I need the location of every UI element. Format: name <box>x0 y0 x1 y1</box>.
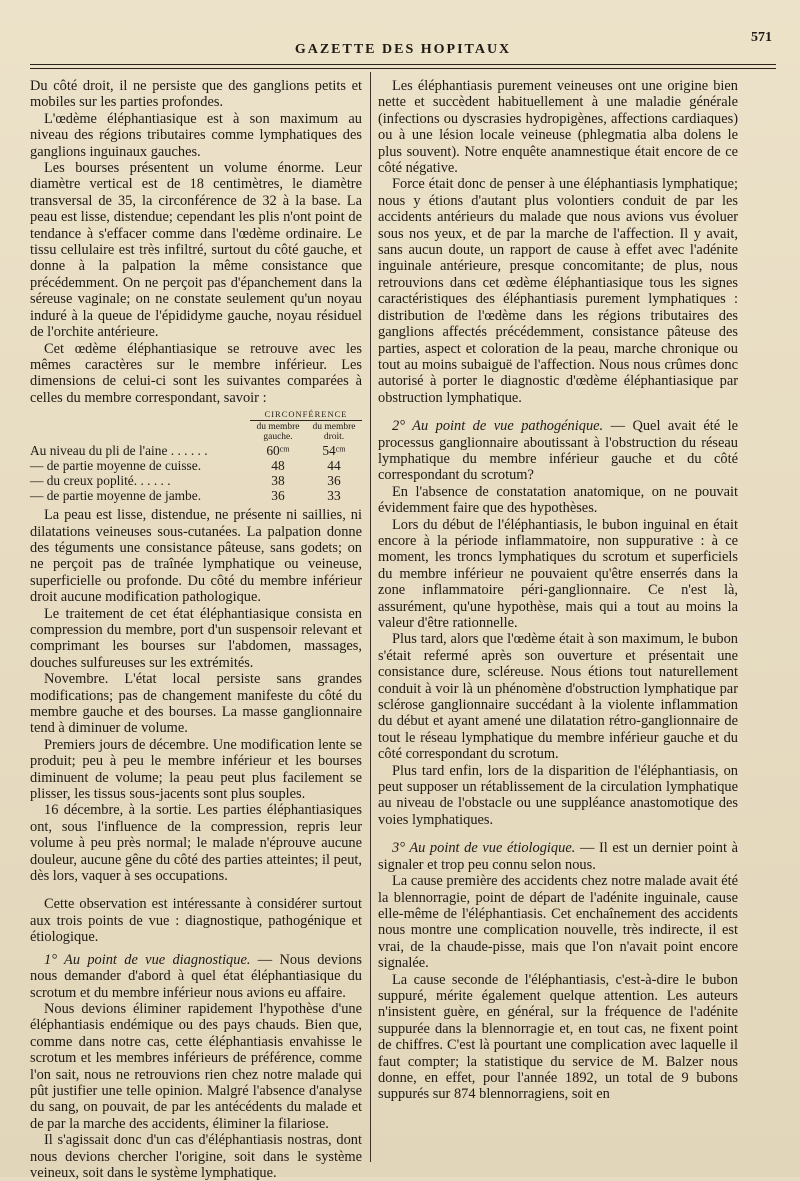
header-rule <box>30 64 776 65</box>
table-cell: 38 <box>271 473 285 489</box>
right-column <box>378 78 738 1103</box>
table-row <box>30 458 362 473</box>
paragraph: Le traitement de cet état éléphantiasique consista en compression du membre, port d'un suspensoir relevant et comprimant les bourses sur l'abdomen, massages, douches sulfureuses sur les extrémités. <box>30 605 362 671</box>
paragraph: Les bourses présentent un volume énorme. Leur diamètre vertical est de 18 centimètres, le diamètre transversal de 35, la circonférence de 32 à la base. La peau est lisse, distendue; cependant les plis n'ont point de tendance à s'effacer comme dans l'œdème ordinaire. Le tissu cellulaire est très infiltré, surtout du côté gauche, et donne à la palpation la même consistance que précédemment. On ne perçoit pas d'épanchement dans la séreuse vaginale; on ne constate seulement qu'un noyau induré à la queue de l'épididyme gauche, noyau résiduel de l'orchite antérieure. <box>30 160 362 341</box>
column-divider <box>370 72 371 1162</box>
paragraph: La peau est lisse, distendue, ne présente ni saillies, ni dilatations veineuses sous-cutanées. La palpation donne des téguments une consistance pâteuse, sans godets; on ne perçoit pas de traînée lymphatique ou veineuse, superficielle ou profonde. Du côté du membre inférieur droit aucune modification pathologique. <box>30 507 362 606</box>
section-paragraph <box>30 952 362 1001</box>
table-row <box>30 473 362 488</box>
section-paragraph <box>378 418 738 484</box>
page-number: 571 <box>751 30 772 45</box>
section-text: — Quel avait été le processus ganglionnaire aboutissant à l'obstruction du réseau lymphatique du membre inférieur gauche et du côté correspondant du scrotum? <box>378 418 738 484</box>
left-column <box>30 78 362 1181</box>
table-column-header: du membre gauche. <box>256 422 300 443</box>
table-cell: 44 <box>327 458 341 474</box>
paragraph: Novembre. L'état local persiste sans grandes modifications; pas de changement manifeste du côté du membre gauche et des bourses. La masse ganglionnaire tend à diminuer de volume. <box>30 671 362 737</box>
table-cell-label: — de partie moyenne de cuisse. <box>30 458 202 474</box>
paragraph: Il s'agissait donc d'un cas d'éléphantiasis nostras, dont nous devions chercher l'origine, soit dans le système veineux, soit dans le système lymphatique. <box>30 1132 362 1181</box>
page-header <box>30 30 776 64</box>
spacer <box>378 828 738 840</box>
section-heading: 1° Au point de vue diagnostique. <box>44 951 251 968</box>
table-cell: 36 <box>327 473 341 489</box>
table-cell: 48 <box>271 458 285 474</box>
table-row <box>30 488 362 503</box>
journal-title: GAZETTE DES HOPITAUX <box>294 42 512 57</box>
section-heading: 2° Au point de vue pathogénique. <box>392 418 604 435</box>
paragraph: 16 décembre, à la sortie. Les parties éléphantiasiques ont, sous l'influence de la compression, repris leur volume à peu près normal; le malade n'éprouve aucune douleur, aucune gêne du côté des parties atteintes; il peut, dès lors, vaquer à ses occupations. <box>30 802 362 885</box>
header-rule-thin <box>30 68 776 69</box>
section-paragraph <box>378 840 738 873</box>
table-heading: CIRCONFÉRENCE <box>250 408 362 421</box>
section-text: — Nous devions nous demander d'abord à quel état éléphantiasique du scrotum et du membre inférieur nous avions eu affaire. <box>30 951 362 1001</box>
paragraph: Du côté droit, il ne persiste que des ganglions petits et mobiles sur les parties profondes. <box>30 78 362 111</box>
table-cell: 54ᶜᵐ <box>322 443 346 459</box>
spacer <box>378 406 738 418</box>
paragraph: Cet œdème éléphantiasique se retrouve avec les mêmes caractères sur le membre inférieur. Les dimensions de celui-ci sont les suivantes comparées à celles du membre correspondant, savoir : <box>30 340 362 406</box>
section-heading: 3° Au point de vue étiologique. <box>392 840 576 857</box>
paragraph: La cause seconde de l'éléphantiasis, c'est-à-dire le bubon suppuré, mérite également quelque attention. Les auteurs n'insistent guère, en général, sur la fréquence de l'adénite suppurée dans la blennorragie et, en tout cas, ne fixent point de chiffres. C'est là pourtant une complication avec laquelle il faut compter; la statistique du service de M. Balzer nous donne, en effet, pour l'année 1892, un total de 9 bubons suppurés sur 874 blennorragiens, soit en <box>378 971 738 1103</box>
circumference-table <box>30 408 362 503</box>
paragraph: Plus tard enfin, lors de la disparition de l'éléphantiasis, on peut supposer un rétablissement de la circulation lymphatique au niveau de l'obstacle ou une suppléance anastomotique des voies lymphatiques. <box>378 762 738 828</box>
table-cell-label: — de partie moyenne de jambe. <box>30 488 202 504</box>
paragraph: Premiers jours de décembre. Une modification lente se produit; peu à peu le membre inférieur et les bourses diminuent de volume; la peau peut plus facilement se plisser, les tissus sous-jacents sont plus souples. <box>30 736 362 803</box>
paragraph: Lors du début de l'éléphantiasis, le bubon inguinal en était encore à la période inflammatoire, non suppurative : à ce moment, les troncs lymphatiques du scrotum et superficiels du membre inférieur ne pouvaient qu'être enserrés dans la zone inflammatoire péri-ganglionnaire. Ce n'est là, assurément, qu'une hypothèse, mais qui a tout au moins la valeur d'être rationnelle. <box>378 516 738 631</box>
table-column-header: du membre droit. <box>312 422 356 443</box>
table-cell: 33 <box>327 488 341 504</box>
table-cell: 36 <box>271 488 285 504</box>
paragraph: La cause première des accidents chez notre malade avait été la blennorragie, point de départ de l'adénite inguinale, cause elle-même de l'éléphantiasis. Cet enchaînement des accidents nous montre une complication nouvelle, très indirecte, il est vrai, de la chaude-pisse, mais que l'on n'avait point encore signalée. <box>378 873 738 972</box>
table-cell-label: — du creux poplité. . . . . . <box>30 473 171 489</box>
paragraph: Nous devions éliminer rapidement l'hypothèse d'une éléphantiasis endémique ou des pays chauds. Bien que, comme dans notre cas, cette éléphantiasis envahisse le scrotum et les membres inférieurs de préférence, comme l'on sait, nous ne retrouvions rien chez notre malade qui pût justifier une telle opinion. Malgré l'absence d'analyse du sang, on pouvait, de par les antécédents du malade et de par la marche des accidents, éliminer la filariose. <box>30 1000 362 1132</box>
spacer <box>30 884 362 896</box>
paragraph: L'œdème éléphantiasique est à son maximum au niveau des régions tributaires comme lymphatiques des ganglions inguinaux gauches. <box>30 110 362 160</box>
paragraph: En l'absence de constatation anatomique, on ne pouvait évidemment faire que des hypothèses. <box>378 483 738 517</box>
paragraph: Les éléphantiasis purement veineuses ont une origine bien nette et succèdent habituellement à une maladie générale (infections ou dyscrasies hydropigènes, affections cardiaques) ou à une lésion locale veineuse (phlegmatia alba dolens le plus souvent). Notre enquête anamnestique était encore de ce côté négative. <box>378 78 738 177</box>
paragraph: Cette observation est intéressante à considérer surtout aux trois points de vue : diagnostique, pathogénique et étiologique. <box>30 896 362 946</box>
table-cell-label: Au niveau du pli de l'aine . . . . . . <box>30 443 208 459</box>
table-cell: 60ᶜᵐ <box>266 443 290 459</box>
section-text: — Il est un dernier point à signaler et trop peu connu selon nous. <box>378 840 738 873</box>
paragraph: Plus tard, alors que l'œdème était à son maximum, le bubon s'était refermé après son ouverture et présentait une consistance dure, scléreuse. Nous étions tout naturellement conduit à voir là un phénomène d'obstruction lymphatique par sclérose ganglionnaire succédant à la violente inflammation du début et ayant amené une dilatation rétro-ganglionnaire de tout le réseau lymphatique du membre inférieur gauche et du côté correspondant du scrotum. <box>378 631 738 763</box>
table-row <box>30 443 362 458</box>
paragraph: Force était donc de penser à une éléphantiasis lymphatique; nous y étions d'autant plus volontiers conduit de par les accidents antérieurs du malade que nous avions vus évoluer sous nos yeux, et de par la marche de l'affection. Il y avait, sans aucun doute, un rapport de cause à effet avec l'adénite inguinale antérieure, presque concomitante; de plus, nous retrouvions dans cet œdème éléphantiasique tous les signes caractéristiques des éléphantiasis purement lymphatiques : distribution de l'œdème dans les régions tributaires des ganglions affectés précédemment, consistance pâteuse des parties, aspect et coloration de la peau, marche chronique ou tout au moins subaiguë de l'affection. Nous nous crûmes donc autorisé à porter le diagnostic d'œdème éléphantiasique par obstruction lymphatique. <box>378 176 738 406</box>
